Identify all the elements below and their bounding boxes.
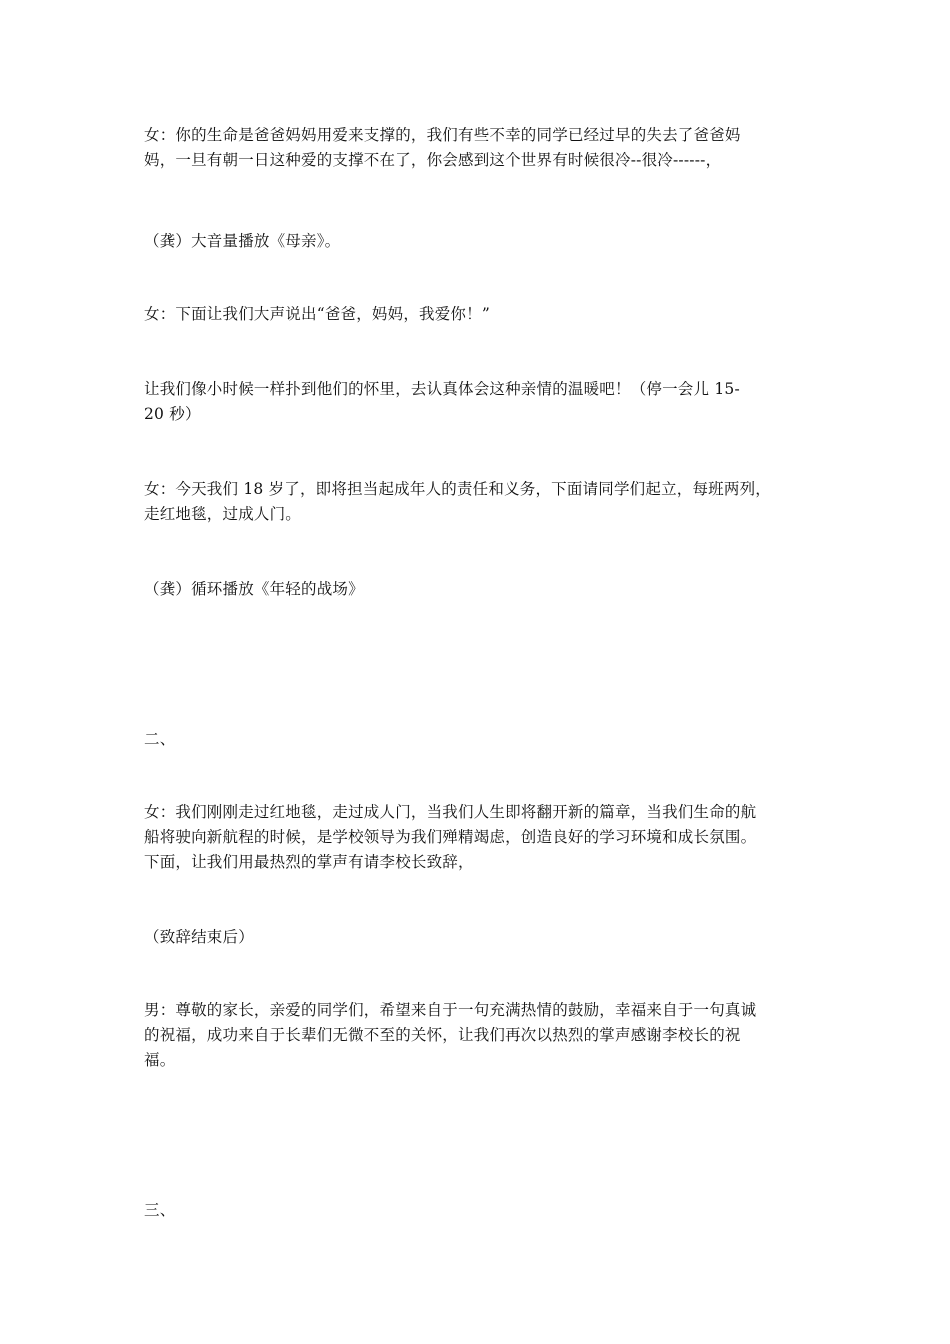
text-line: 女：下面让我们大声说出“爸爸，妈妈，我爱你！” bbox=[144, 305, 490, 323]
paragraph-stage-direction-loop bbox=[144, 577, 816, 602]
text-line: 船将驶向新航程的时候，是学校领导为我们殚精竭虑，创造良好的学习环境和成长氛围。 bbox=[144, 828, 757, 846]
text-line: 女：今天我们 18 岁了，即将担当起成年人的责任和义务，下面请同学们起立，每班两列， bbox=[144, 480, 771, 498]
text-line: 福。 bbox=[144, 1051, 176, 1069]
paragraph-after-speech bbox=[144, 925, 816, 950]
paragraph-stage-direction-mother bbox=[144, 229, 816, 254]
text-line: （龚）循环播放《年轻的战场》 bbox=[144, 580, 364, 598]
text-line: 三、 bbox=[144, 1201, 176, 1219]
text-line: 男：尊敬的家长，亲爱的同学们，希望来自于一句充满热情的鼓励，幸福来自于一句真诚 bbox=[144, 1001, 757, 1019]
text-line: 二、 bbox=[144, 730, 176, 748]
text-line: （龚）大音量播放《母亲》。 bbox=[144, 232, 341, 250]
paragraph-female-say-love bbox=[144, 302, 816, 327]
text-line: 让我们像小时候一样扑到他们的怀里，去认真体会这种亲情的温暖吧！（停一会儿 15- bbox=[144, 380, 740, 398]
paragraph-female-red-carpet bbox=[144, 800, 816, 875]
text-line: 下面，让我们用最热烈的掌声有请李校长致辞， bbox=[144, 853, 474, 871]
text-line: 的祝福，成功来自于长辈们无微不至的关怀，让我们再次以热烈的掌声感谢李校长的祝 bbox=[144, 1026, 741, 1044]
text-line: 女：我们刚刚走过红地毯，走过成人门，当我们人生即将翻开新的篇章，当我们生命的航 bbox=[144, 803, 757, 821]
text-line: （致辞结束后） bbox=[144, 928, 254, 946]
paragraph-male-thanks bbox=[144, 998, 816, 1073]
text-line: 走红地毯，过成人门。 bbox=[144, 505, 302, 523]
section-heading-two bbox=[144, 727, 816, 752]
paragraph-embrace-parents bbox=[144, 377, 816, 427]
text-line: 妈，一旦有朝一日这种爱的支撑不在了，你会感到这个世界有时候很冷--很冷------， bbox=[144, 151, 722, 169]
paragraph-female-life-support bbox=[144, 123, 816, 173]
text-line: 20 秒） bbox=[144, 405, 201, 423]
paragraph-female-eighteen bbox=[144, 477, 816, 527]
text-line: 女：你的生命是爸爸妈妈用爱来支撑的，我们有些不幸的同学已经过早的失去了爸爸妈 bbox=[144, 126, 741, 144]
section-heading-three bbox=[144, 1198, 816, 1223]
